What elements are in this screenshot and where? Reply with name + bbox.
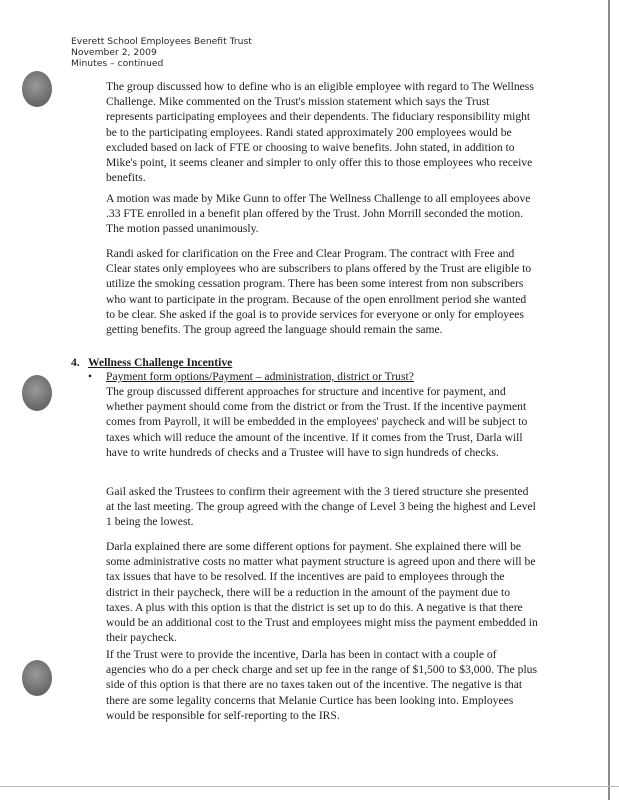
- paragraph-district-option: Darla explained there are some different options for payment. She explained there will be some administrative costs no matter what payment structure is agreed upon and there will be tax issues that have to be resolved. If the incentives are paid to employees through the district in their paycheck, there will be a reduction in the amount of the payment due to taxes. A plus with this option is that the district is set up to do this. A negative is that there would be an additional cost to the Trust and employees might miss the payment embedded in their paycheck.: [106, 540, 538, 645]
- paragraph-tier-structure: Gail asked the Trustees to confirm their agreement with the 3 tiered structure she presented at the last meeting. The group agreed with the change of Level 3 being the highest and Level 1 being the lowest.: [106, 485, 536, 529]
- bullet-title: Payment form options/Payment – administration, district or Trust?: [106, 370, 414, 383]
- paragraph-free-and-clear: Randi asked for clarification on the Free and Clear Program. The contract with Free and Clear states only employees who are subscribers to plans offered by the Trust are eligible to utilize the smoking cessation program. There has been some interest from non subscribers who want to participate in the program. Because of the open enrollment period she wanted to be clear. She asked if the goal is to provide services for everyone or only for employees getting benefits. The group agreed the language should remain the same.: [106, 247, 532, 337]
- section-title: Wellness Challenge Incentive: [88, 356, 233, 369]
- bullet-item: [88, 369, 414, 384]
- page-header: [71, 36, 252, 69]
- punch-hole-middle: [22, 375, 52, 411]
- paragraph-eligibility: The group discussed how to define who is an eligible employee with regard to The Wellness Challenge. Mike commented on the Trust's mission statement which says the Trust represents participating employees and their dependents. The fiduciary responsibility might be to the participating employees. Randi stated approximately 200 employees would be excluded based on lack of FTE or choosing to waive benefits. John stated, in addition to Mike's point, it seems cleaner and simpler to only offer this to those employees who receive benefits.: [106, 80, 534, 185]
- header-continued: Minutes – continued: [71, 58, 164, 69]
- paragraph-motion: A motion was made by Mike Gunn to offer The Wellness Challenge to all employees above .33 FTE enrolled in a benefit plan offered by the Trust. John Morrill seconded the motion. The motion passed unanimously.: [106, 192, 531, 236]
- paragraph-trust-option: If the Trust were to provide the incentive, Darla has been in contact with a couple of agencies who do a per check charge and set up fee in the range of $1,500 to $3,000. The plus side of this option is that there are no taxes taken out of the incentive. The negative is that there are some legality concerns that Melanie Curtice has been looking into. Employees would be responsible for self-reporting to the IRS.: [106, 648, 537, 722]
- page-edge-bottom: [0, 786, 619, 787]
- section-number: 4.: [71, 356, 80, 369]
- punch-hole-top: [22, 71, 52, 107]
- bullet-marker: •: [88, 370, 93, 383]
- header-date: November 2, 2009: [71, 47, 157, 58]
- header-organization: Everett School Employees Benefit Trust: [71, 36, 252, 47]
- punch-hole-bottom: [22, 660, 52, 696]
- section-heading: [71, 355, 232, 370]
- page-edge-right: [608, 0, 610, 800]
- paragraph-payment-approaches: The group discussed different approaches for structure and incentive for payment, and whether payment should come from the district or from the Trust. If the incentive payment comes from Payroll, it will be embedded in the employees' paycheck and will be subject to taxes which will reduce the amount of the incentive. If it comes from the Trust, Darla will have to write hundreds of checks and a Trustee will have to sign hundreds of checks.: [106, 385, 528, 459]
